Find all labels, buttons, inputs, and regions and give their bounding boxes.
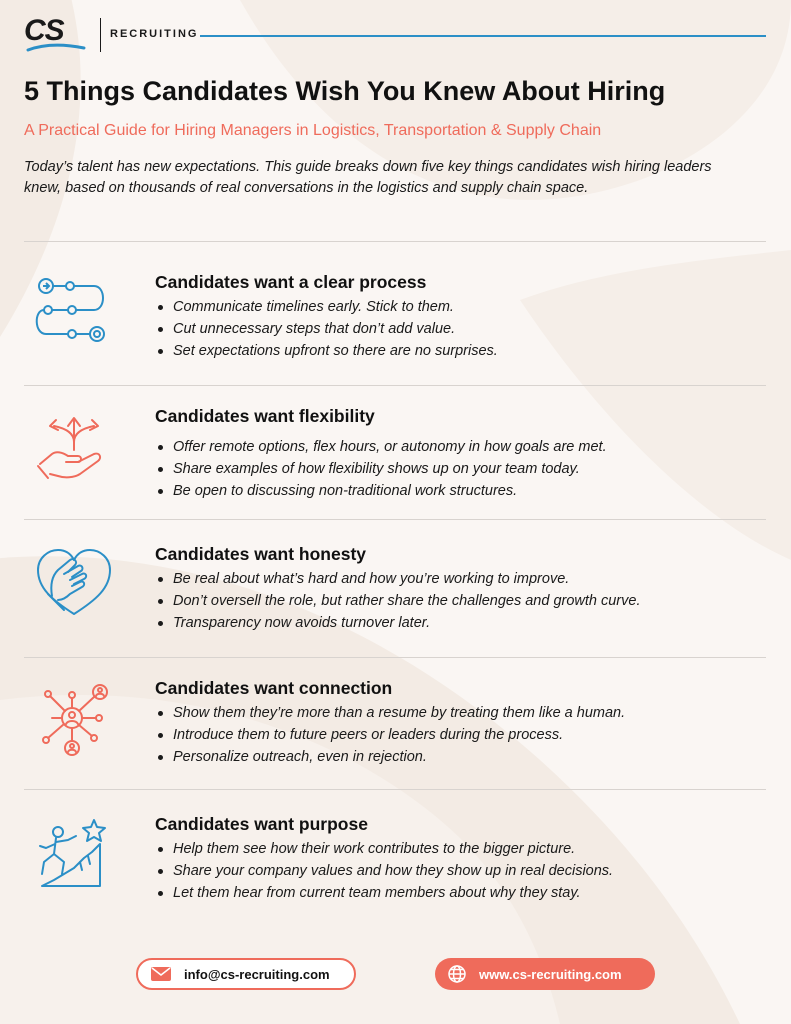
section-divider xyxy=(24,789,766,790)
header-rule xyxy=(200,35,766,37)
hand-arrows-icon xyxy=(34,406,114,486)
list-item: Be open to discussing non-traditional work structures. xyxy=(155,480,607,502)
section-divider xyxy=(24,241,766,242)
section-purpose xyxy=(24,814,766,924)
bullet-list xyxy=(155,296,498,362)
section-heading: Candidates want a clear process xyxy=(155,272,427,292)
section-honesty xyxy=(24,544,766,654)
list-item: Personalize outreach, even in rejection. xyxy=(155,746,625,768)
email-text: info@cs-recruiting.com xyxy=(184,966,330,982)
list-item: Cut unnecessary steps that don’t add value. xyxy=(155,318,498,340)
list-item: Introduce them to future peers or leaders during the process. xyxy=(155,724,625,746)
envelope-icon xyxy=(150,966,172,982)
list-item: Communicate timelines early. Stick to them. xyxy=(155,296,498,318)
list-item: Transparency now avoids turnover later. xyxy=(155,612,640,634)
heart-hand-icon xyxy=(34,544,114,624)
section-clear-process xyxy=(24,272,766,382)
logo-wordmark: RECRUITING xyxy=(110,28,199,40)
logo-swoosh-icon xyxy=(26,42,86,54)
section-heading: Candidates want purpose xyxy=(155,814,368,834)
section-divider xyxy=(24,385,766,386)
intro-paragraph: Today’s talent has new expectations. This guide breaks down five key things candidates wish hiring leaders knew, based on thousands of real conversations in the logistics and supply chain space. xyxy=(24,159,712,196)
list-item: Be real about what’s hard and how you’re working to improve. xyxy=(155,568,640,590)
list-item: Share your company values and how they show up in real decisions. xyxy=(155,860,613,882)
list-item: Offer remote options, flex hours, or autonomy in how goals are met. xyxy=(155,436,607,458)
section-heading: Candidates want flexibility xyxy=(155,406,375,426)
website-text: www.cs-recruiting.com xyxy=(479,966,622,982)
list-item: Don’t oversell the role, but rather share the challenges and growth curve. xyxy=(155,590,640,612)
list-item: Set expectations upfront so there are no surprises. xyxy=(155,340,498,362)
section-divider xyxy=(24,519,766,520)
list-item: Share examples of how flexibility shows up on your team today. xyxy=(155,458,607,480)
process-path-icon xyxy=(34,272,114,352)
page-title: 5 Things Candidates Wish You Knew About Hiring xyxy=(24,76,666,106)
section-connection xyxy=(24,678,766,788)
logo-cs: CS xyxy=(24,14,64,47)
website-link[interactable] xyxy=(435,958,655,990)
bullet-list xyxy=(155,436,607,502)
bullet-list xyxy=(155,702,625,768)
climber-star-icon xyxy=(34,814,114,894)
email-link[interactable] xyxy=(136,958,356,990)
network-people-icon xyxy=(34,678,114,758)
section-divider xyxy=(24,657,766,658)
header xyxy=(24,14,766,54)
list-item: Help them see how their work contributes to the bigger picture. xyxy=(155,838,613,860)
bullet-list xyxy=(155,568,640,634)
section-heading: Candidates want connection xyxy=(155,678,393,698)
list-item: Show them they’re more than a resume by treating them like a human. xyxy=(155,702,625,724)
section-heading: Candidates want honesty xyxy=(155,544,367,564)
section-flexibility xyxy=(24,406,766,516)
page-subtitle: A Practical Guide for Hiring Managers in Logistics, Transportation & Supply Chain xyxy=(24,122,602,139)
list-item: Let them hear from current team members about why they stay. xyxy=(155,882,613,904)
bullet-list xyxy=(155,838,613,904)
globe-icon xyxy=(447,964,467,984)
logo-divider xyxy=(100,18,101,52)
